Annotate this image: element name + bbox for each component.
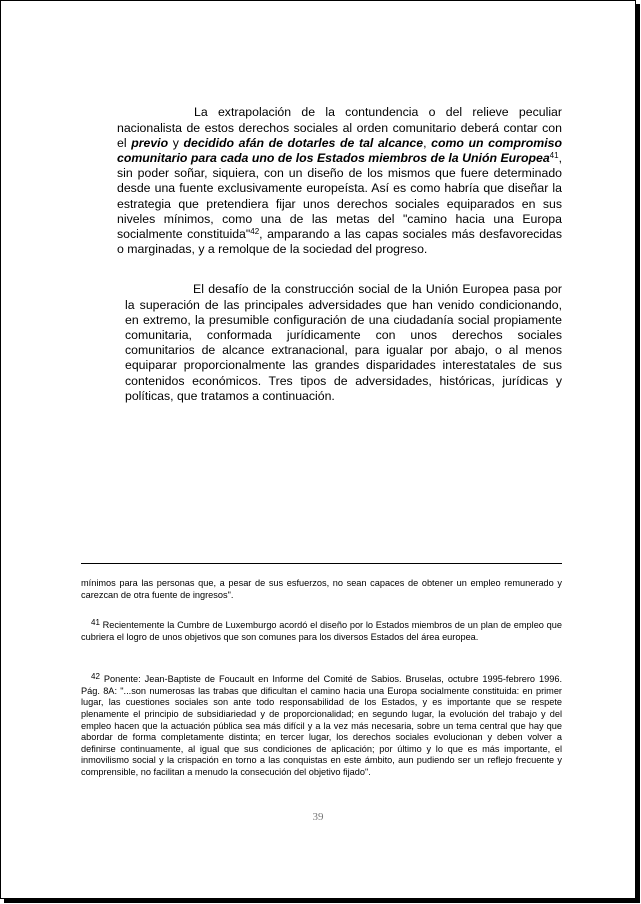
footnote-ref-41: 41 <box>549 150 559 160</box>
paragraph-1-text-a: La extrapolación de la contundencia o del relieve peculiar nacionalista de estos derechos sociales al orden comunitario deberá contar con el <box>117 105 562 150</box>
footnote-separator <box>81 563 562 564</box>
footnote-ref-42: 42 <box>250 226 260 236</box>
footnote-42 <box>81 674 562 778</box>
paragraph-2-text: El desafío de la construcción social de la Unión Europea pasa por la superación de las principales adversidades que han venido condicionando, en extremo, la presumible configuración de una ciudadanía social propiamente comunitaria, conformada jurídicamente con unos derechos sociales comunitarios de alcance extranacional, para igualar por abajo, o al menos equiparar proporcionalmente las grandes disparidades interestatales de sus contenidos económicos. Tres tipos de adversidades, históricas, jurídicas y políticas, que tratamos a continuación. <box>125 282 562 403</box>
paragraph-1-text-e: , amparando a las capas sociales más desfavorecidas o marginadas, y a remolque de la sociedad del progreso. <box>117 226 562 257</box>
footnote-42-text: Ponente: Jean-Baptiste de Foucault en Informe del Comité de Sabios. Bruselas, octubre 1995-febrero 1996. Pág. 8A: "...son numerosas las trabas que dificultan el camino hacia una Europa socialmente constituida: en primer lugar, las cuestiones sociales son ante todo responsabilidad de los Estados, y es importante que se respete plenamente el principio de subsidiariedad y de proporcionalidad; en segundo lugar, la evolución del trabajo y del empleo hacen que la actuación pública sea más difícil y a la vez más necesaria, sobre un tema central que hay que abordar de forma completamente distinta; en tercer lugar, los derechos sociales evolucionan y deben volver a definirse continuamente, al igual que sus condiciones de aplicación; por último y lo que es más importante, el inmovilismo social y la crispación en torno a las conquistas en este ámbito, aun pudiendo ser un reflejo frecuente y comprensible, no facilitan a menudo la consecución del objetivo fijado". <box>81 674 562 777</box>
paragraph-2 <box>125 282 562 404</box>
emphasis-decidido: decidido afán de dotarles de tal alcance <box>183 135 424 150</box>
footnote-41-number: 41 <box>91 618 100 628</box>
emphasis-previo: previo <box>131 135 169 150</box>
paragraph-1-text-b: y <box>168 135 184 150</box>
paragraph-1-text-d: , sin poder soñar, siquiera, con un diseño de los mismos que fuere determinado desde una fuente exclusivamente europeísta. Así es como habría que diseñar la estrategia que pretendiera fijar unos derechos sociales equiparados en sus niveles mínimos, como una de las metas del "camino hacia una Europa socialmente constituida" <box>117 150 562 241</box>
footnote-42-number: 42 <box>91 672 100 682</box>
emphasis-compromiso: como un compromiso comunitario para cada uno de los Estados miembros de la Unión Europea <box>117 135 562 165</box>
page-number: 39 <box>312 811 324 823</box>
footnote-41 <box>81 620 562 643</box>
footnote-continued <box>81 578 562 601</box>
footnote-41-text: Recientemente la Cumbre de Luxemburgo acordó el diseño por lo Estados miembros de un plan de empleo que cubriera el logro de unos objetivos que son comunes para los diversos Estados del área europea. <box>81 620 562 642</box>
footnote-continued-text: mínimos para las personas que, a pesar de sus esfuerzos, no sean capaces de obtener un empleo remunerado y carezcan de otra fuente de ingresos". <box>81 578 562 600</box>
paragraph-1-text-c: , <box>423 135 432 150</box>
paragraph-1 <box>117 105 562 257</box>
